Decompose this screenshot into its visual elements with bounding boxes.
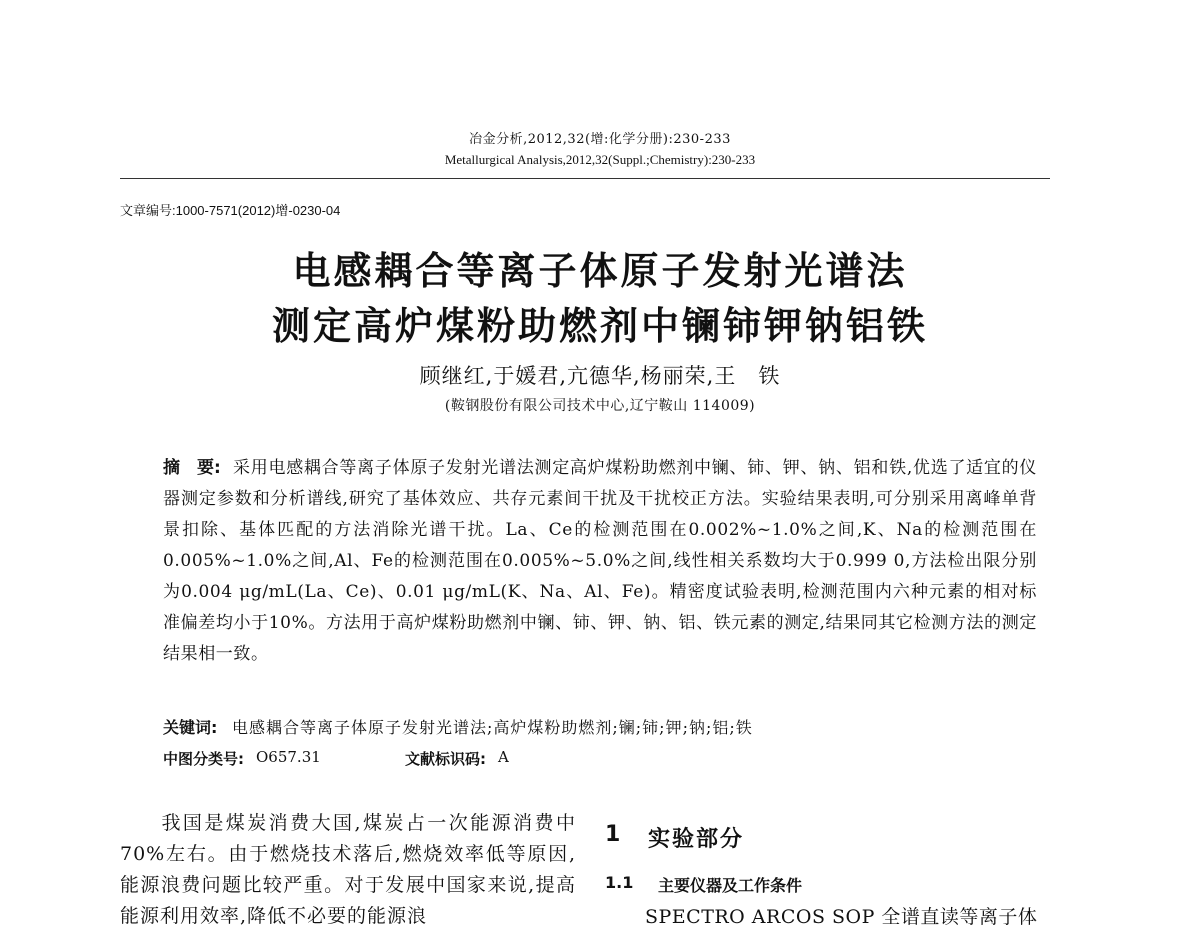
journal-citation-en: Metallurgical Analysis,2012,32(Suppl.;Chemistry):230-233 <box>444 152 756 167</box>
body-left-column <box>120 808 576 932</box>
header-rule <box>120 178 1050 179</box>
title-line-2: 测定高炉煤粉助燃剂中镧铈钾钠铝铁 <box>271 304 928 348</box>
subsection-number: 1.1 <box>605 873 634 892</box>
document-code-label: 文献标识码: <box>405 750 486 768</box>
classification-label: 中图分类号: <box>163 750 244 768</box>
section-number: 1 <box>605 822 621 847</box>
body-left-text: 我国是煤炭消费大国,煤炭占一次能源消费中70%左右。由于燃烧技术落后,燃烧效率低等原因,能源浪费问题比较严重。对于发展中国家来说,提高能源利用效率,降低不必要的能源浪 <box>120 812 576 927</box>
classification-value: O657.31 <box>256 748 321 766</box>
article-number: 文章编号:1000-7571(2012)增-0230-04 <box>120 203 341 218</box>
document-code-value: A <box>498 748 509 766</box>
abstract-label: 摘 要: <box>163 458 221 478</box>
title-line-1: 电感耦合等离子体原子发射光谱法 <box>292 249 908 293</box>
subsection-title: 主要仪器及工作条件 <box>658 876 803 895</box>
abstract-text: 采用电感耦合等离子体原子发射光谱法测定高炉煤粉助燃剂中镧、铈、钾、钠、铝和铁,优选了适宜的仪器测定参数和分析谱线,研究了基体效应、共存元素间干扰及干扰校正方法。实验结果表明,可分别采用离峰单背景扣除、基体匹配的方法消除光谱干扰。La、Ce的检测范围在0.002%~1.0%之间,K、Na的检测范围在0.005%~1.0%之间,Al、Fe的检测范围在0.005%~5.0%之间,线性相关系数均大于0.999 0,方法检出限分别为0.004 μg/mL(La、Ce)、0.01 μg/mL(K、Na、Al、Fe)。精密度试验表明,检测范围内六种元素的相对标准偏差均小于10%。方法用于高炉煤粉助燃剂中镧、铈、钾、钠、铝、铁元素的测定,结果同其它检测方法的测定结果相一致。 <box>163 458 1037 664</box>
section-title: 实验部分 <box>648 827 745 852</box>
body-right-text: SPECTRO ARCOS SOP 全谱直读等离子体 <box>645 906 1038 928</box>
affiliation: (鞍钢股份有限公司技术中心,辽宁鞍山 114009) <box>444 398 756 414</box>
journal-citation-cn: 冶金分析,2012,32(增:化学分册):230-233 <box>469 132 731 147</box>
keywords-label: 关键词: <box>163 718 218 737</box>
authors: 顾继红,于媛君,亢德华,杨丽荣,王 铁 <box>419 364 781 388</box>
keywords-text: 电感耦合等离子体原子发射光谱法;高炉煤粉助燃剂;镧;铈;钾;钠;铝;铁 <box>232 718 753 737</box>
